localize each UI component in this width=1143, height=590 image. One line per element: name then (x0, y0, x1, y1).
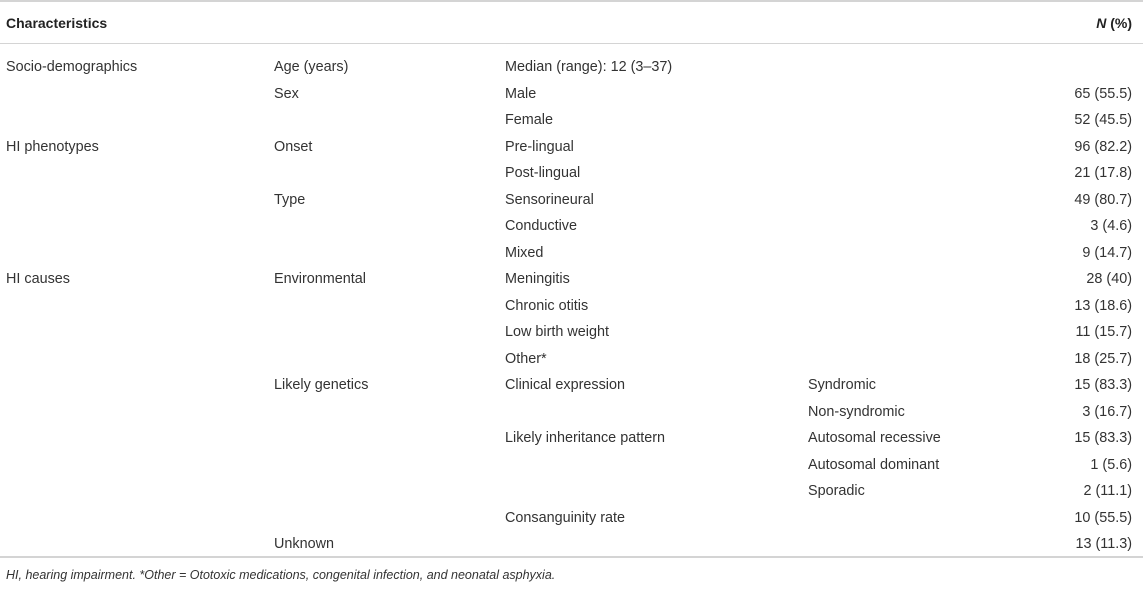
row-n-percent: 9 (14.7) (1082, 244, 1132, 261)
row-n-percent: 49 (80.7) (1074, 191, 1132, 208)
row-item: Likely inheritance pattern (505, 430, 665, 446)
row-item: Chronic otitis (505, 297, 589, 314)
table-header-row (0, 2, 1143, 44)
row-item: Consanguinity rate (505, 509, 625, 526)
header-characteristics: Characteristics (6, 15, 108, 31)
row-n-percent: 15 (83.3) (1074, 430, 1132, 446)
table-row (0, 81, 1143, 108)
row-n-percent: 52 (45.5) (1074, 112, 1132, 128)
table-row (0, 478, 1143, 505)
row-n-percent: 10 (55.5) (1074, 509, 1132, 526)
row-item: Post-lingual (505, 165, 581, 181)
table-row (0, 293, 1143, 320)
row-n-percent: 15 (83.3) (1074, 377, 1132, 393)
table-row (0, 213, 1143, 240)
row-item: Clinical expression (505, 377, 625, 393)
table-row (0, 54, 1143, 81)
row-item: Female (505, 112, 553, 128)
row-item: Male (505, 85, 537, 102)
row-subcategory: Age (years) (274, 59, 349, 75)
row-subcategory: Onset (274, 138, 313, 155)
row-item: Median (range): 12 (3–37) (505, 59, 673, 75)
table-row (0, 372, 1143, 399)
row-n-percent: 11 (15.7) (1075, 324, 1132, 340)
table-row (0, 160, 1143, 187)
row-subitem: Sporadic (808, 483, 865, 499)
table-row (0, 399, 1143, 426)
row-category: HI causes (6, 271, 70, 287)
row-subitem: Syndromic (808, 377, 876, 393)
row-n-percent: 2 (11.1) (1083, 483, 1132, 499)
row-category: Socio-demographics (6, 59, 138, 75)
row-subcategory: Sex (274, 85, 299, 102)
table-row (0, 266, 1143, 293)
row-subcategory: Environmental (274, 271, 366, 287)
header-n-percent (1096, 2, 1132, 44)
row-n-percent: 96 (82.2) (1074, 138, 1132, 155)
row-item: Other* (505, 350, 547, 367)
table-row (0, 452, 1143, 479)
table-row (0, 531, 1143, 558)
row-category: HI phenotypes (6, 138, 99, 155)
row-subcategory: Unknown (274, 536, 334, 552)
table-row (0, 187, 1143, 214)
row-n-percent: 65 (55.5) (1074, 85, 1132, 102)
row-n-percent: 3 (16.7) (1082, 403, 1132, 420)
table-row (0, 134, 1143, 161)
table-row (0, 425, 1143, 452)
row-subitem: Non-syndromic (808, 403, 905, 420)
table-bottom-rule (0, 556, 1143, 558)
row-item: Mixed (505, 244, 544, 261)
row-n-percent: 13 (11.3) (1075, 536, 1132, 552)
row-n-percent: 3 (4.6) (1090, 218, 1132, 234)
row-subcategory: Likely genetics (274, 377, 369, 393)
table-body (0, 54, 1143, 558)
row-n-percent: 18 (25.7) (1074, 350, 1132, 367)
row-item: Conductive (505, 218, 577, 234)
row-subitem: Autosomal recessive (808, 430, 941, 446)
header-n-suffix: (%) (1106, 15, 1132, 31)
row-n-percent: 21 (17.8) (1074, 165, 1132, 181)
table-row (0, 346, 1143, 373)
table-header-rule (0, 43, 1143, 44)
table-footnote: HI, hearing impairment. *Other = Ototoxic medications, congenital infection, and neonatal asphyxia. (6, 568, 556, 582)
row-n-percent: 13 (18.6) (1074, 297, 1132, 314)
row-subitem: Autosomal dominant (808, 456, 940, 473)
row-item: Sensorineural (505, 191, 594, 208)
table-row (0, 505, 1143, 532)
row-item: Meningitis (505, 271, 570, 287)
row-n-percent: 28 (40) (1086, 271, 1132, 287)
table-row (0, 107, 1143, 134)
table-row (0, 319, 1143, 346)
row-item: Pre-lingual (505, 138, 574, 155)
row-item: Low birth weight (505, 324, 609, 340)
header-n-letter: N (1096, 15, 1107, 31)
table-row (0, 240, 1143, 267)
row-n-percent: 1 (5.6) (1090, 456, 1132, 473)
row-subcategory: Type (274, 191, 306, 208)
